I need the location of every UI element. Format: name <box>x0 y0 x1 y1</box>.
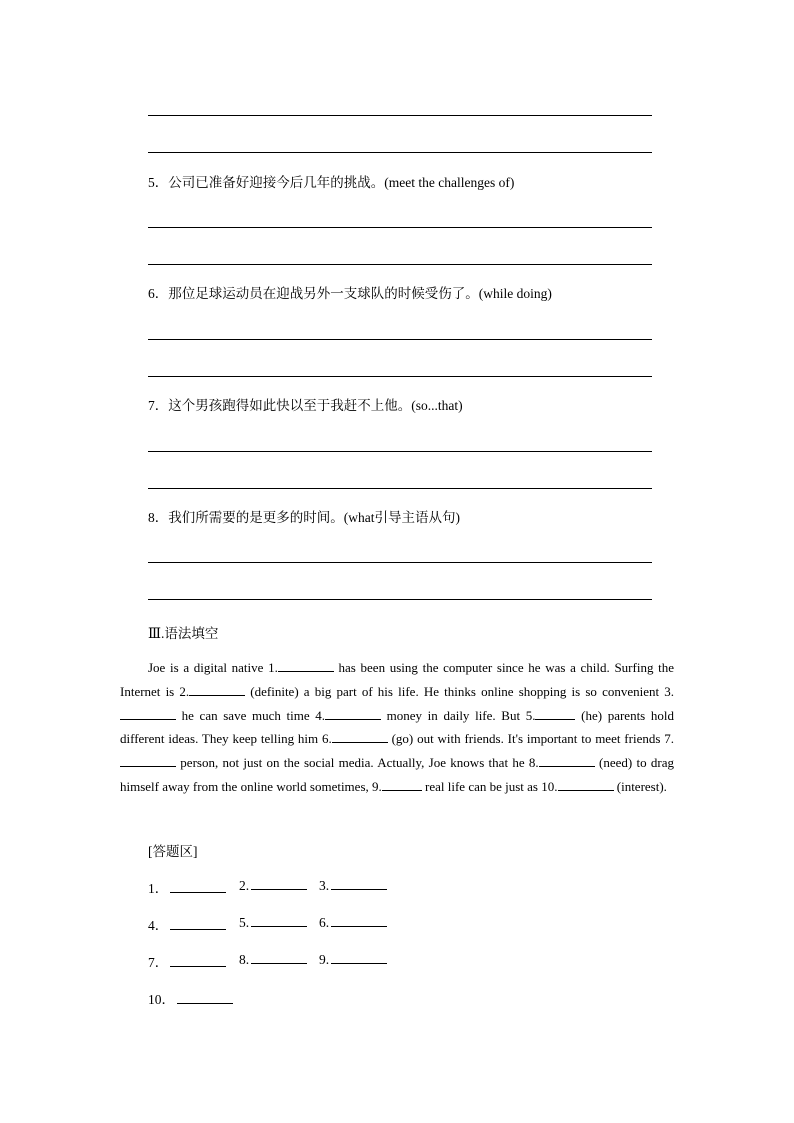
answer-label: 9. <box>319 952 330 967</box>
blank-1[interactable] <box>278 659 334 672</box>
passage-text: person, not just on the social media. Actually, Joe knows that he 8. <box>176 755 539 771</box>
answer-item-2 <box>239 877 307 894</box>
answer-label: 6. <box>319 915 330 930</box>
passage-text: Joe is a digital native 1. <box>148 660 278 675</box>
answer-line[interactable] <box>148 264 652 265</box>
answer-blank[interactable] <box>177 991 233 1004</box>
answer-label: 10． <box>148 992 175 1007</box>
passage-paragraph <box>120 656 674 799</box>
question-number: 8． <box>148 510 169 525</box>
answer-item-5 <box>239 914 307 931</box>
blank-5[interactable] <box>535 707 575 720</box>
question-6 <box>148 285 552 303</box>
passage-text: money in daily life. But 5. <box>381 707 536 723</box>
answer-label: 3. <box>319 878 330 893</box>
blank-6[interactable] <box>332 730 388 743</box>
answer-item-4 <box>148 914 226 934</box>
answer-line[interactable] <box>148 451 652 452</box>
answer-label: 4． <box>148 918 169 933</box>
answer-blank[interactable] <box>170 917 226 930</box>
blank-4[interactable] <box>325 707 381 720</box>
answer-line[interactable] <box>148 488 652 489</box>
answer-blank[interactable] <box>251 951 307 964</box>
blank-8[interactable] <box>539 754 595 767</box>
question-text: 那位足球运动员在迎战另外一支球队的时候受伤了。(while doing) <box>168 286 552 301</box>
blank-9[interactable] <box>382 778 422 791</box>
question-7 <box>148 397 463 415</box>
answer-line[interactable] <box>148 599 652 600</box>
question-number: 7． <box>148 398 169 413</box>
answer-area-title: [答题区] <box>148 844 198 859</box>
blank-2[interactable] <box>189 683 245 696</box>
answer-label: 8. <box>239 952 250 967</box>
answer-blank[interactable] <box>251 914 307 927</box>
blank-7[interactable] <box>120 754 176 767</box>
answer-blank[interactable] <box>251 877 307 890</box>
question-text: 我们所需要的是更多的时间。(what引导主语从句) <box>168 510 460 525</box>
passage-text: real life can be just as 10. <box>421 778 558 794</box>
answer-item-9 <box>319 951 387 968</box>
cloze-passage <box>120 656 674 799</box>
answer-label: 5. <box>239 915 250 930</box>
answer-item-7 <box>148 951 226 971</box>
question-number: 6． <box>148 286 169 301</box>
blank-3[interactable] <box>120 707 176 720</box>
question-text: 这个男孩跑得如此快以至于我赶不上他。(so...that) <box>168 398 463 413</box>
answer-blank[interactable] <box>331 914 387 927</box>
question-8 <box>148 509 460 527</box>
answer-line[interactable] <box>148 562 652 563</box>
answer-line[interactable] <box>148 152 652 153</box>
passage-text: (go) out with friends. It's important to meet friends 7. <box>387 731 674 747</box>
answer-line[interactable] <box>148 227 652 228</box>
answer-blank[interactable] <box>331 951 387 964</box>
answer-label: 1． <box>148 881 169 896</box>
answer-item-3 <box>319 877 387 894</box>
answer-blank[interactable] <box>170 954 226 967</box>
answer-item-6 <box>319 914 387 931</box>
passage-text: has been using the computer since he was a child. Surfing the Internet is 2. <box>120 660 674 699</box>
answer-line[interactable] <box>148 115 652 116</box>
passage-text: (need) to drag himself away from the online world sometimes, 9. <box>120 755 674 794</box>
answer-item-10 <box>148 988 233 1008</box>
blank-10[interactable] <box>558 778 614 791</box>
question-5 <box>148 174 514 192</box>
answer-label: 7． <box>148 955 169 970</box>
answer-line[interactable] <box>148 376 652 377</box>
answer-line[interactable] <box>148 339 652 340</box>
passage-text: (interest). <box>613 778 667 794</box>
answer-item-1 <box>148 877 226 897</box>
passage-text: he can save much time 4. <box>176 707 326 723</box>
section-title: Ⅲ.语法填空 <box>148 626 219 641</box>
answer-blank[interactable] <box>170 880 226 893</box>
question-number: 5． <box>148 175 169 190</box>
answer-item-8 <box>239 951 307 968</box>
question-text: 公司已准备好迎接今后几年的挑战。(meet the challenges of) <box>168 175 515 190</box>
passage-text: (definite) a big part of his life. He thinks online shopping is so convenient 3. <box>245 683 674 699</box>
answer-label: 2. <box>239 878 250 893</box>
passage-text: (he) parents hold different ideas. They keep telling him 6. <box>120 707 674 747</box>
answer-blank[interactable] <box>331 877 387 890</box>
